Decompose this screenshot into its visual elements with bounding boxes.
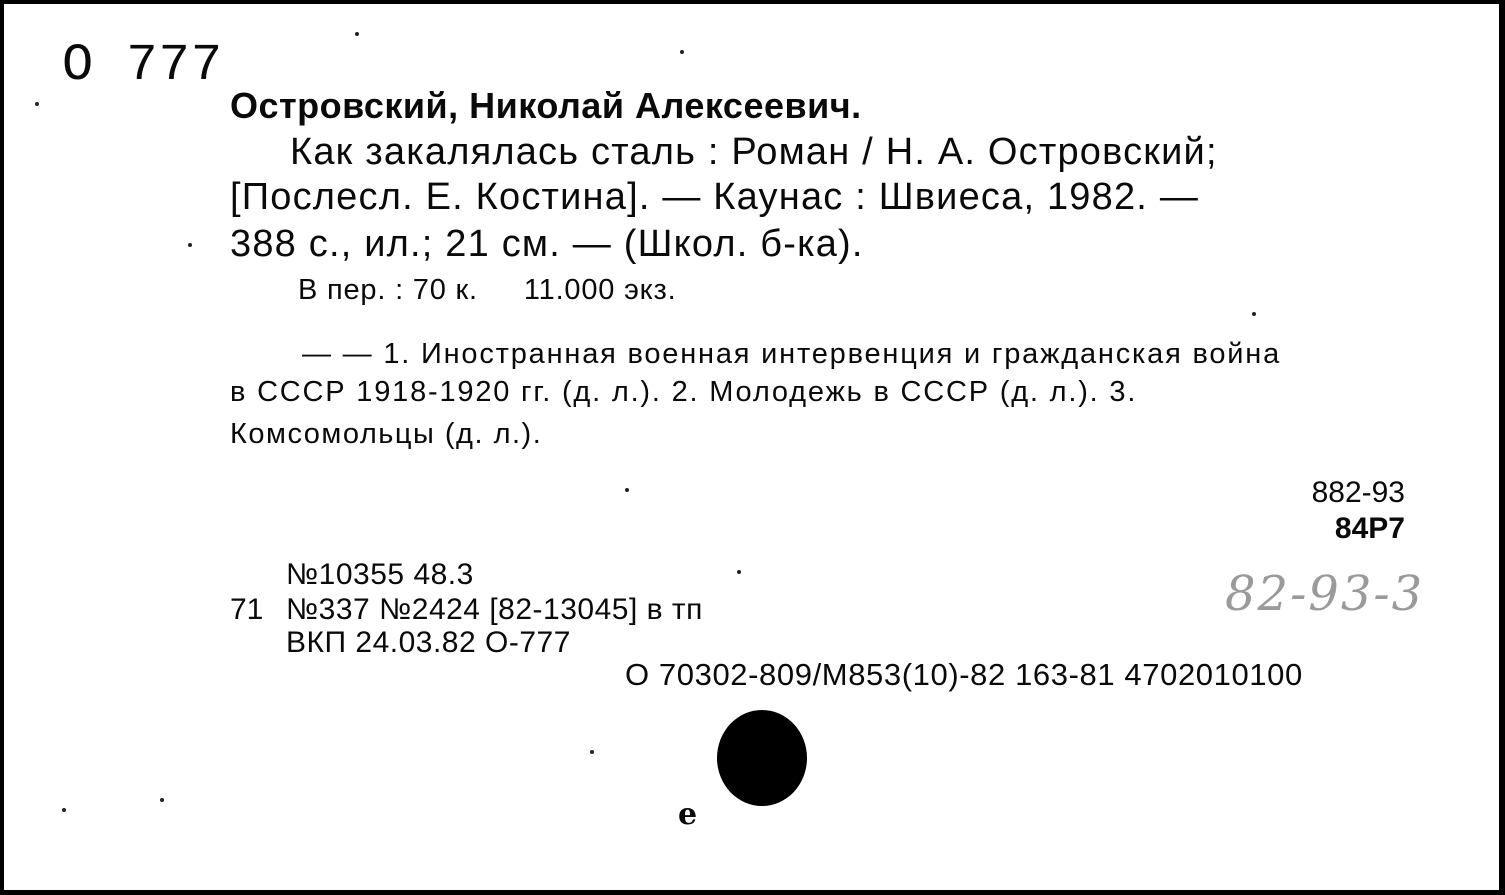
title-line-2: [Послесл. Е. Костина]. — Каунас : Швиеса, 1982. — — [230, 176, 1200, 218]
class-number-2: 84Р7 — [1334, 512, 1405, 545]
speck — [188, 243, 192, 247]
call-number: О 777 — [62, 36, 224, 95]
speck — [62, 808, 66, 812]
author-heading: Островский, Николай Алексеевич. — [230, 85, 862, 126]
tech-line-2-prefix: 71 — [230, 593, 264, 626]
handwritten-stamp: 82-93-3 — [1225, 566, 1425, 622]
tech-line-2: №337 №2424 [82-13045] в тп — [286, 593, 703, 626]
speck — [680, 50, 684, 54]
card-border-left — [0, 0, 4, 895]
title-line-3: 388 с., ил.; 21 см. — (Школ. б-ка). — [230, 223, 864, 265]
price: В пер. : 70 к. — [298, 274, 478, 306]
speck — [590, 750, 594, 754]
punch-hole — [717, 710, 807, 806]
speck — [35, 102, 39, 106]
card-border-right — [1499, 0, 1505, 895]
speck — [355, 32, 359, 36]
tech-line-1: №10355 48.3 — [286, 558, 474, 591]
hand-mark: е — [678, 797, 698, 832]
class-number-1: 882-93 — [1311, 476, 1405, 509]
price-line — [298, 276, 676, 305]
card-border-top — [0, 0, 1505, 4]
card-border-bottom — [0, 890, 1505, 895]
speck — [625, 488, 629, 492]
subjects-line-1: — — 1. Иностранная военная интервенция и гражданская война — [302, 338, 1282, 370]
subjects-line-3: Комсомольцы (д. л.). — [230, 418, 543, 450]
speck — [160, 798, 164, 802]
isbn-line: О 70302-809/М853(10)-82 163-81 4702010100 — [625, 657, 1303, 692]
title-line-1: Как закалялась сталь : Роман / Н. А. Островский; — [290, 131, 1218, 173]
speck — [1252, 312, 1256, 316]
subjects-line-2: в СССР 1918-1920 гг. (д. л.). 2. Молодежь в СССР (д. л.). 3. — [230, 376, 1138, 408]
tech-line-3: ВКП 24.03.82 О-777 — [286, 626, 571, 659]
speck — [737, 570, 741, 574]
copies: 11.000 экз. — [523, 274, 677, 306]
